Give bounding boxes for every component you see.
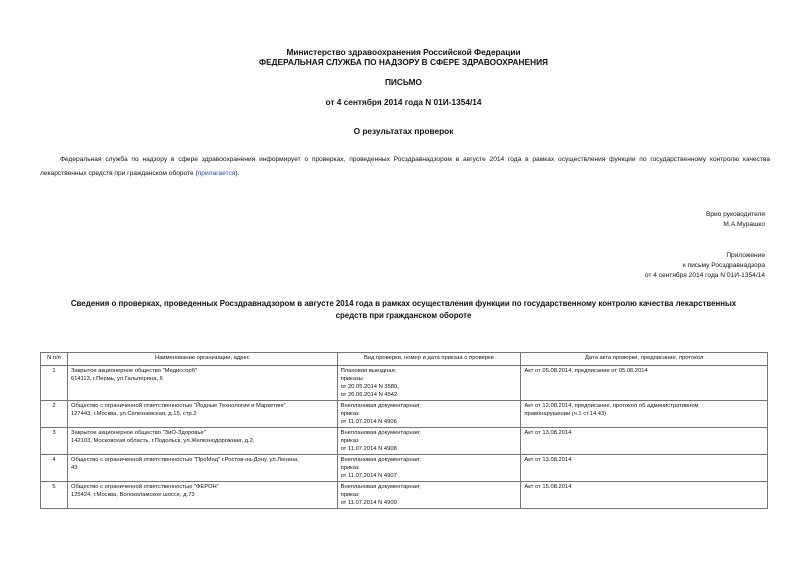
cell-act: Акт от 05.08.2014, предписание от 05.08.2014 bbox=[521, 366, 768, 401]
table-row bbox=[41, 455, 768, 482]
cell-org: Общество с ограниченной ответственностью "ФЕРОН" 125424, г.Москва, Волоколамское шоссе, д.73 bbox=[67, 482, 337, 509]
appendix-title: Сведения о проверках, проведенных Росздравнадзором в августе 2014 года в рамках осуществления функции по государственному контролю качества лекарственных средств при гражданском обороте bbox=[70, 299, 737, 320]
appendix-label: Приложение bbox=[726, 252, 765, 259]
doc-subject: О результатах проверок bbox=[353, 126, 454, 136]
cell-org: Общество с ограниченной ответственностью "Йодные Технологии и Маркетинг" 127443, г.Москва, ул.Селезневская, д.15, стр.2 bbox=[67, 401, 337, 428]
body-paragraph bbox=[40, 153, 770, 181]
cell-act: Акт от 13.08.2014 bbox=[521, 455, 768, 482]
cell-org: Общество с ограниченной ответственностью "ПроМед" г.Ростов-на-Дону, ул.Ленина, 43 bbox=[67, 455, 337, 482]
signature-block bbox=[706, 210, 765, 230]
table-header-row bbox=[41, 353, 768, 366]
table-row bbox=[41, 401, 768, 428]
doc-type: ПИСЬМО bbox=[384, 77, 423, 87]
cell-act: Акт от 13.08.2014 bbox=[521, 428, 768, 455]
service-name: ФЕДЕРАЛЬНАЯ СЛУЖБА ПО НАДЗОРУ В СФЕРЕ ЗДРАВООХРАНЕНИЯ bbox=[259, 57, 548, 67]
cell-act: Акт от 12.08.2014, предписание, протокол об административном правонарушении (ч.1 ст.14.43) bbox=[521, 401, 768, 428]
cell-org: Закрытое акционерное общество "ЗиО-Здоровье" 142103, Московская область, г.Подольск, ул.Железнодорожная, д.2, bbox=[67, 428, 337, 455]
ministry-name: Министерство здравоохранения Российской Федерации bbox=[286, 47, 521, 57]
col-header-num: N п/п bbox=[41, 353, 68, 366]
appendix-block bbox=[645, 251, 765, 281]
body-text-end: ). bbox=[235, 170, 240, 177]
inspections-table bbox=[40, 352, 768, 509]
cell-num: 2 bbox=[41, 401, 68, 428]
cell-num: 3 bbox=[41, 428, 68, 455]
doc-date: от 4 сентября 2014 года N 01И-1354/14 bbox=[325, 97, 482, 107]
cell-check: Внеплановая документарная; приказ от 11.07.2014 N 4906 bbox=[337, 401, 521, 428]
cell-check: Внеплановая документарная; приказ от 11.07.2014 N 4909 bbox=[337, 482, 521, 509]
cell-num: 5 bbox=[41, 482, 68, 509]
cell-num: 4 bbox=[41, 455, 68, 482]
cell-act: Акт от 15.08.2014 bbox=[521, 482, 768, 509]
table-row bbox=[41, 428, 768, 455]
appendix-to-letter: к письму Росздравнадзора bbox=[682, 262, 765, 269]
signature-position: Врио руководителя bbox=[705, 211, 765, 218]
appendix-date: от 4 сентября 2014 года N 01И-1354/14 bbox=[644, 272, 765, 279]
table-row bbox=[41, 482, 768, 509]
signature-name: М.А.Мурашко bbox=[723, 221, 765, 228]
table-row bbox=[41, 366, 768, 401]
col-header-org: Наименование организации, адрес bbox=[67, 353, 337, 366]
col-header-check: Вид проверки, номер и дата приказа о проверке bbox=[337, 353, 521, 366]
appendix-link[interactable]: прилагается bbox=[197, 170, 236, 177]
cell-num: 1 bbox=[41, 366, 68, 401]
cell-check: Плановая выездная; приказы от 20.05.2014 N 3580, от 26.06.2014 N 4542 bbox=[337, 366, 521, 401]
cell-check: Внеплановая документарная; приказ от 11.07.2014 N 4907 bbox=[337, 455, 521, 482]
cell-check: Внеплановая документарная; приказ от 11.07.2014 N 4908 bbox=[337, 428, 521, 455]
col-header-act: Дата акта проверки, предписание, протокол bbox=[521, 353, 768, 366]
cell-org: Закрытое акционерное общество "Медиссорб" 614113, г.Пермь, ул.Гальперина, 6 bbox=[67, 366, 337, 401]
body-text: Федеральная служба по надзору в сфере здравоохранения информирует о проверках, проведенных Росздравнадзором в августе 2014 года в рамках осуществления функции по государственному контролю качества лекарственных средств при гражданском обороте ( bbox=[40, 156, 770, 177]
